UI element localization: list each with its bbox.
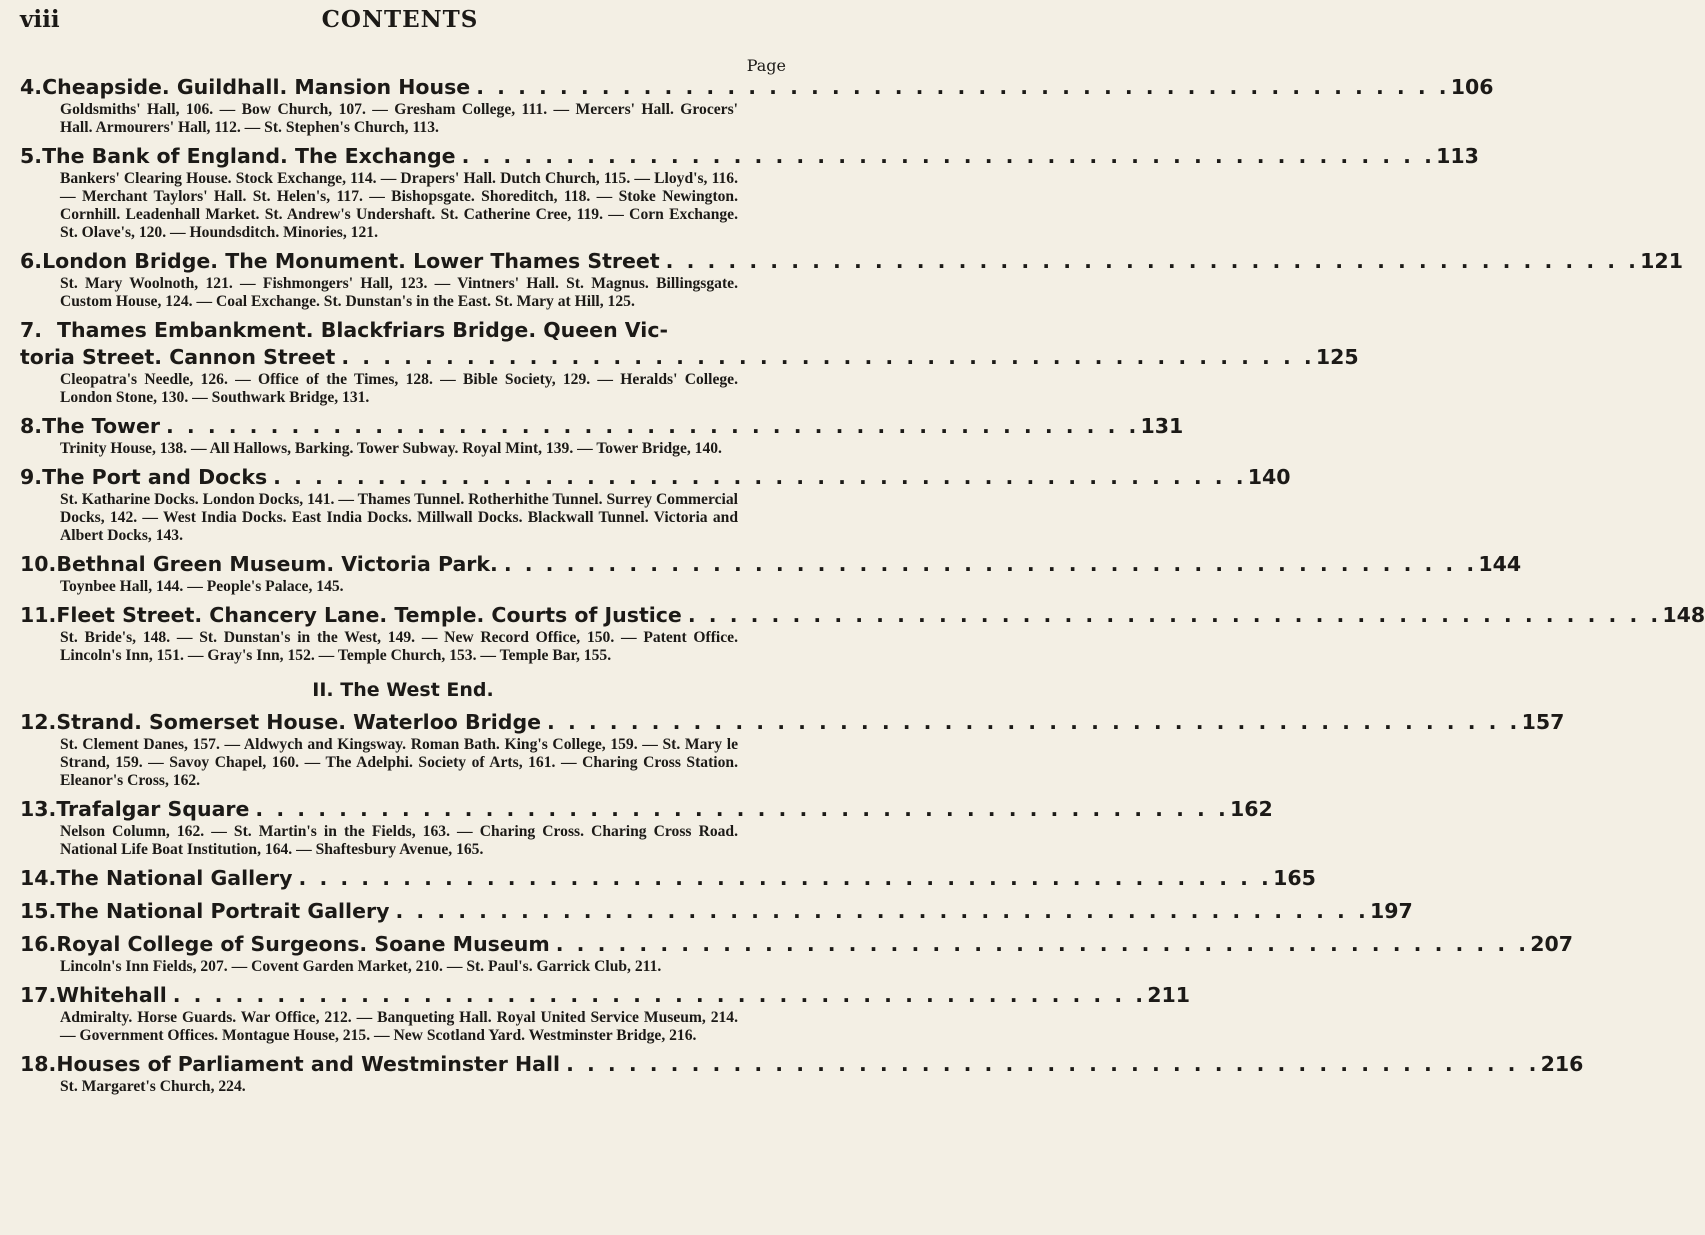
toc-entry[interactable] (20, 413, 1184, 458)
toc-entry[interactable] (20, 248, 1683, 311)
entry-title-continued: toria Street. Cannon Street (20, 345, 336, 369)
dot-leader: . . . . . . . . . . . . . . . . . . . . . . . . . . . . . . . . . . . . . . . . . . . . . . . (566, 1052, 1540, 1076)
dot-leader: . . . . . . . . . . . . . . . . . . . . . . . . . . . . . . . . . . . . . . . . . . . . . . . (165, 414, 1140, 438)
entry-title: Houses of Parliament and Westminster Hall (56, 1052, 561, 1076)
entry-page-number: 157 (1521, 710, 1565, 734)
page-header (0, 6, 800, 50)
entry-title: The National Portrait Gallery (56, 899, 390, 923)
toc-entry[interactable] (20, 1051, 1584, 1096)
toc-entry[interactable] (20, 796, 1273, 859)
toc-entry[interactable] (20, 602, 1705, 665)
dot-leader: . . . . . . . . . . . . . . . . . . . . . . . . . . . . . . . . . . . . . . . . . . . . . . . (547, 710, 1521, 734)
entry-subtopics: Toynbee Hall, 144. — People's Palace, 145. (60, 578, 344, 595)
entry-title: Royal College of Surgeons. Soane Museum (56, 932, 550, 956)
entry-subtopics: St. Clement Danes, 157. — Aldwych and Kingsway. Roman Bath. King's College, 159. — St. Mary le Strand, 159. — Savoy Chapel, 160. — The Adelphi. Society of Arts, 161. — Charing Cross Station. Eleanor's Cross, 162. (60, 736, 738, 789)
entry-subtopics: St. Margaret's Church, 224. (60, 1078, 246, 1095)
entry-heading (20, 551, 1522, 578)
entry-subtopics: St. Bride's, 148. — St. Dunstan's in the West, 149. — New Record Office, 150. — Patent Office. Lincoln's Inn, 151. — Gray's Inn, 152. — Temple Church, 153. — Temple Bar, 155. (60, 629, 738, 664)
entry-heading (20, 898, 1413, 925)
entry-title: The Port and Docks (42, 465, 268, 489)
toc-entry[interactable] (20, 464, 1291, 545)
toc-entry[interactable] (20, 143, 1479, 242)
entry-page-number: 144 (1478, 552, 1522, 576)
entry-title: Strand. Somerset House. Waterloo Bridge (56, 710, 542, 734)
entry-title: Trafalgar Square (56, 797, 250, 821)
entry-title: The Bank of England. The Exchange (42, 144, 456, 168)
entry-heading (20, 464, 1291, 491)
entry-heading (20, 143, 1479, 170)
entry-page-number: 125 (1315, 345, 1359, 369)
entry-heading (20, 796, 1273, 823)
entry-number: 6. (20, 249, 43, 273)
dot-leader: . . . . . . . . . . . . . . . . . . . . . . . . . . . . . . . . . . . . . . . . . . . . . . . (172, 983, 1147, 1007)
entry-heading (20, 709, 1565, 736)
entry-page-number: 113 (1436, 144, 1479, 168)
entry-heading (20, 74, 1494, 101)
entry-title: Thames Embankment. Blackfriars Bridge. Queen Vic- (57, 318, 668, 342)
entry-number: 13. (20, 797, 57, 821)
entry-page-number: 121 (1640, 249, 1683, 273)
entry-number: 5. (20, 144, 43, 168)
entry-number: 16. (20, 932, 57, 956)
contents-section-west-end (20, 709, 1584, 1096)
entry-number: 9. (20, 465, 43, 489)
dot-leader: . . . . . . . . . . . . . . . . . . . . . . . . . . . . . . . . . . . . . . . . . . . . . . . (255, 797, 1229, 821)
entry-number: 14. (20, 866, 57, 890)
contents-section-city (20, 74, 1705, 665)
entry-page-number: 106 (1450, 75, 1494, 99)
entry-heading (20, 865, 1316, 892)
toc-entry[interactable] (20, 74, 1494, 137)
entry-page-number: 211 (1147, 983, 1191, 1007)
entry-page-number: 140 (1247, 465, 1291, 489)
entry-page-number: 165 (1273, 866, 1316, 890)
entry-title: Bethnal Green Museum. Victoria Park. (56, 552, 498, 576)
entry-subtopics: Admiralty. Horse Guards. War Office, 212. — Banqueting Hall. Royal United Service Museum, 214. — Government Offices. Montague House, 215. — New Scotland Yard. Westminster Bridge, 216. (60, 1009, 738, 1044)
toc-entry[interactable] (20, 982, 1191, 1045)
entry-heading (20, 413, 1184, 440)
entry-heading-continued (20, 344, 1359, 371)
entry-page-number: 197 (1369, 899, 1413, 923)
toc-entry[interactable] (20, 551, 1522, 596)
page-column-label: Page (746, 56, 786, 75)
entry-page-number: 216 (1540, 1052, 1584, 1076)
dot-leader: . . . . . . . . . . . . . . . . . . . . . . . . . . . . . . . . . . . . . . . . . . . . . . . (461, 144, 1435, 168)
entry-number: 11. (20, 603, 57, 627)
dot-leader: . . . . . . . . . . . . . . . . . . . . . . . . . . . . . . . . . . . . . . . . . . . . . . . (687, 603, 1662, 627)
entry-page-number: 131 (1140, 414, 1184, 438)
entry-number: 7. (20, 318, 43, 342)
entry-number: 18. (20, 1052, 57, 1076)
entry-title: The Tower (42, 414, 160, 438)
entry-subtopics: Bankers' Clearing House. Stock Exchange, 114. — Drapers' Hall. Dutch Church, 115. — Lloyd's, 116. — Merchant Taylors' Hall. St. Helen's, 117. — Bishopsgate. Shoreditch, 118. — Stoke Newington. Cornhill. Leadenhall Market. St. Andrew's Undershaft. St. Catherine Cree, 119. — Corn Exchange. St. Olave's, 120. — Houndsditch. Minories, 121. (60, 170, 738, 241)
entry-subtopics: Goldsmiths' Hall, 106. — Bow Church, 107. — Gresham College, 111. — Mercers' Hall. Grocers' Hall. Armourers' Hall, 112. — St. Stephen's Church, 113. (60, 101, 738, 136)
dot-leader: . . . . . . . . . . . . . . . . . . . . . . . . . . . . . . . . . . . . . . . . . . . . . . . (341, 345, 1315, 369)
entry-number: 10. (20, 552, 57, 576)
toc-entry[interactable] (20, 317, 1359, 407)
toc-entry[interactable] (20, 709, 1565, 790)
entry-number: 4. (20, 75, 43, 99)
dot-leader: . . . . . . . . . . . . . . . . . . . . . . . . . . . . . . . . . . . . . . . . . . . . . . . (298, 866, 1272, 890)
entry-title: Whitehall (56, 983, 167, 1007)
entry-subtopics: Cleopatra's Needle, 126. — Office of the Times, 128. — Bible Society, 129. — Heralds' College. London Stone, 130. — Southwark Bridge, 131. (60, 371, 738, 406)
dot-leader: . . . . . . . . . . . . . . . . . . . . . . . . . . . . . . . . . . . . . . . . . . . . . . . (395, 899, 1369, 923)
page-folio: viii (20, 6, 60, 33)
toc-entry[interactable] (20, 865, 1316, 892)
entry-title: The National Gallery (56, 866, 293, 890)
entry-subtopics: Lincoln's Inn Fields, 207. — Covent Garden Market, 210. — St. Paul's. Garrick Club, 211. (60, 958, 662, 975)
section-heading: II. The West End. (312, 679, 494, 701)
entry-heading (20, 602, 1705, 629)
dot-leader: . . . . . . . . . . . . . . . . . . . . . . . . . . . . . . . . . . . . . . . . . . . . . . . (273, 465, 1247, 489)
entry-page-number: 162 (1229, 797, 1273, 821)
dot-leader: . . . . . . . . . . . . . . . . . . . . . . . . . . . . . . . . . . . . . . . . . . . . . . . (476, 75, 1450, 99)
entry-heading (20, 248, 1683, 275)
entry-number: 15. (20, 899, 57, 923)
contents-list (20, 74, 1705, 1102)
entry-page-number: 148 (1662, 603, 1705, 627)
entry-title: London Bridge. The Monument. Lower Thames Street (42, 249, 660, 273)
dot-leader: . . . . . . . . . . . . . . . . . . . . . . . . . . . . . . . . . . . . . . . . . . . . . . . (503, 552, 1478, 576)
dot-leader: . . . . . . . . . . . . . . . . . . . . . . . . . . . . . . . . . . . . . . . . . . . . . . . (555, 932, 1530, 956)
entry-page-number: 207 (1530, 932, 1574, 956)
dot-leader: . . . . . . . . . . . . . . . . . . . . . . . . . . . . . . . . . . . . . . . . . . . . . . . (665, 249, 1639, 273)
entry-subtopics: Trinity House, 138. — All Hallows, Barking. Tower Subway. Royal Mint, 139. — Tower Bridge, 140. (60, 440, 722, 457)
entry-number: 12. (20, 710, 57, 734)
entry-heading (20, 982, 1191, 1009)
entry-heading (20, 931, 1574, 958)
entry-subtopics: Nelson Column, 162. — St. Martin's in the Fields, 163. — Charing Cross. Charing Cross Road. National Life Boat Institution, 164. — Shaftesbury Avenue, 165. (60, 823, 738, 858)
entry-number: 17. (20, 983, 57, 1007)
entry-title: Fleet Street. Chancery Lane. Temple. Courts of Justice (56, 603, 682, 627)
toc-entry[interactable] (20, 898, 1413, 925)
running-title: CONTENTS (321, 6, 479, 33)
entry-subtopics: St. Mary Woolnoth, 121. — Fishmongers' Hall, 123. — Vintners' Hall. St. Magnus. Billingsgate. Custom House, 124. — Coal Exchange. St. Dunstan's in the East. St. Mary at Hill, 125. (60, 275, 738, 310)
entry-heading (20, 1051, 1584, 1078)
entry-title: Cheapside. Guildhall. Mansion House (42, 75, 471, 99)
entry-subtopics: St. Katharine Docks. London Docks, 141. — Thames Tunnel. Rotherhithe Tunnel. Surrey Commercial Docks, 142. — West India Docks. East India Docks. Millwall Docks. Blackwall Tunnel. Victoria and Albert Docks, 143. (60, 491, 738, 544)
toc-entry[interactable] (20, 931, 1574, 976)
entry-number: 8. (20, 414, 43, 438)
entry-heading (20, 317, 786, 344)
